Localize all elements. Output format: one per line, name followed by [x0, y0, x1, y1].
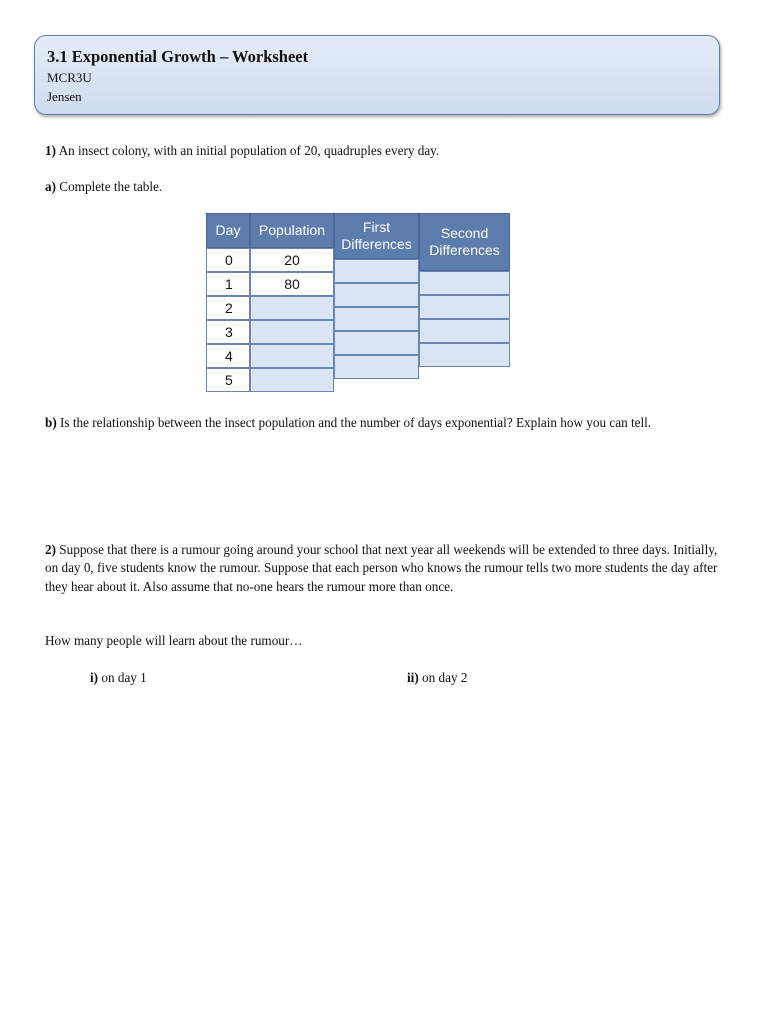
- question-2-text: Suppose that there is a rumour going around your school that next year all weekends will be extended to three days. Initially, on day 0, five students know the rumour. Suppose that each person who knows the rumour tells two more students the day after they hear about it. Also assume that no-one hears the rumour more than once.: [45, 542, 718, 594]
- part-i-text: on day 1: [101, 670, 147, 685]
- population-table: [206, 213, 511, 393]
- first-diff-cell: [334, 331, 419, 355]
- header-second-differences: [419, 213, 510, 271]
- question-2-part-i: [90, 669, 340, 687]
- header-population: Population: [250, 213, 334, 248]
- first-diff-cell: [334, 307, 419, 331]
- population-cell-blank: [250, 368, 334, 392]
- second-diff-cell: [419, 319, 510, 343]
- part-ii-text: on day 2: [422, 670, 468, 685]
- question-2-prompt: How many people will learn about the rumour…: [45, 633, 303, 648]
- first-diff-cell: [334, 283, 419, 307]
- second-diff-cell: [419, 343, 510, 367]
- question-2-part-ii: [407, 669, 657, 687]
- population-cell-blank: [250, 296, 334, 320]
- population-cell-blank: [250, 320, 334, 344]
- part-ii-label: ii): [407, 670, 419, 685]
- day-cell: 4: [206, 344, 250, 368]
- question-1b-text: Is the relationship between the insect population and the number of days exponential? Explain how you can tell.: [60, 415, 652, 430]
- header-first-line1: First: [362, 219, 391, 235]
- second-diff-cell: [419, 271, 510, 295]
- population-cell: 20: [250, 248, 334, 272]
- header-first-line2: Differences: [341, 236, 412, 252]
- question-1a: [45, 178, 725, 196]
- question-1: [45, 142, 725, 160]
- question-2: [45, 541, 725, 596]
- second-diff-cell: [419, 295, 510, 319]
- question-1a-label: a): [45, 179, 56, 194]
- day-cell: 5: [206, 368, 250, 392]
- population-cell-blank: [250, 344, 334, 368]
- header-day: Day: [206, 213, 250, 248]
- question-2-number: 2): [45, 542, 56, 557]
- first-diff-cell: [334, 259, 419, 283]
- question-1a-text: Complete the table.: [59, 179, 163, 194]
- course-code: MCR3U: [47, 70, 92, 85]
- question-1-number: 1): [45, 143, 56, 158]
- header-second-line1: Second: [440, 225, 489, 241]
- part-i-label: i): [90, 670, 99, 685]
- question-1b-label: b): [45, 415, 57, 430]
- header-first-differences: [334, 213, 419, 259]
- day-cell: 1: [206, 272, 250, 296]
- day-cell: 2: [206, 296, 250, 320]
- worksheet-title: 3.1 Exponential Growth – Worksheet: [47, 47, 309, 66]
- question-1-text: An insect colony, with an initial population of 20, quadruples every day.: [58, 143, 440, 158]
- question-1b: [45, 414, 725, 432]
- population-cell: 80: [250, 272, 334, 296]
- teacher-name: Jensen: [47, 89, 82, 104]
- day-cell: 3: [206, 320, 250, 344]
- day-cell: 0: [206, 248, 250, 272]
- worksheet-header: [34, 35, 720, 115]
- header-second-line2: Differences: [429, 242, 500, 258]
- first-diff-cell: [334, 355, 419, 379]
